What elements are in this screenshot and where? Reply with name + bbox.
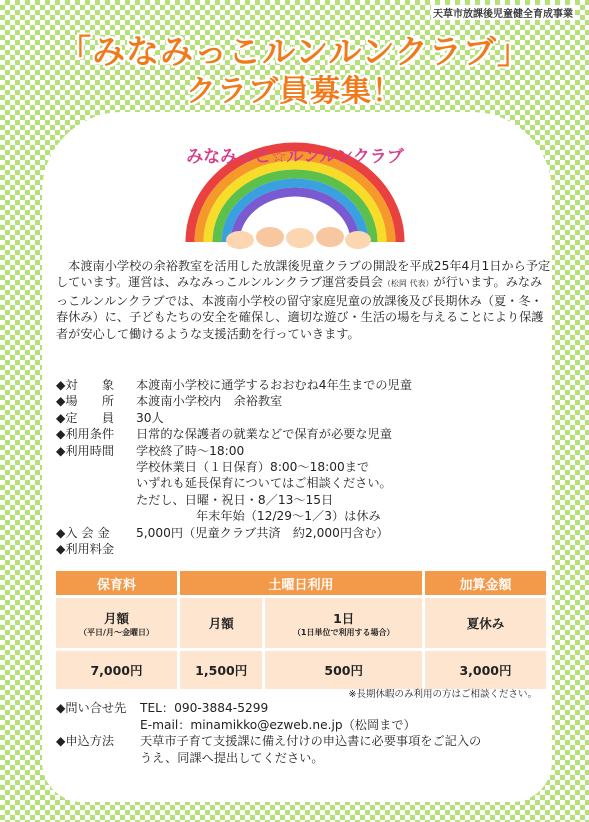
value-summer: 3,000円 [423,650,546,690]
contact-email: E-mail：minamikko@ezweb.ne.jp（松岡まで） [140,717,416,732]
cell-monthly [56,597,179,650]
fee-table [56,571,546,689]
intro-part1: 本渡南小学校の余裕教室を活用した放課後児童クラブの開設を平成25年4月1日から予定しています。運営は、みなみっこルンルンクラブ運営委員会 [56,259,551,290]
monthly-label: 月額 [103,610,129,626]
details-list [56,377,556,557]
apply-line2: うえ、同課へ提出してください。 [140,750,324,765]
value-sat-monthly: 1,500円 [179,650,264,690]
page-subtitle: クラブ員募集！ [186,74,403,109]
intro-part2: が行います。みなみっこルンルンクラブでは、本渡南小学校の留守家庭児童の放課後及び長期休み（夏・冬・春休み）に、子どもたちの安全を確保し、適切な遊び・生活の場を与えることにより保護者が安心して働けるような支援活動を行っていきます。 [56,275,544,341]
capacity-value: 30人 [136,410,164,425]
intro-small: （松岡 代表） [382,279,434,289]
cell-sat-monthly: 月額 [179,597,264,650]
intro-paragraph [56,258,552,342]
entry-fee-label: ◆入 会 金 [56,525,110,540]
usage-fee-label: ◆利用料金 [56,542,115,557]
cell-sat-day [264,597,424,650]
header-saturday: 土曜日利用 [179,571,424,597]
contact-tel: TEL：090-3884-5299 [140,701,269,715]
place-value: 本渡南小学校内 余裕教室 [136,394,283,409]
hours-line1: 学校終了時～18:00 [136,443,245,458]
fee-note: ※長期休暇のみ利用の方はご相談ください。 [348,689,537,700]
page-title: 「みなみっこルンルンクラブ」 [58,32,531,71]
contact-label: ◆問い合せ先 [56,701,127,715]
entry-fee-value: 5,000円（児童クラブ共済 約2,000円含む） [136,525,389,540]
header-hoiku: 保育料 [56,571,179,597]
value-sat-day: 500円 [264,650,424,690]
apply-line1: 天草市子育て支援課に備え付けの申込書に必要事項をご記入の [140,734,482,748]
place-label: ◆場 所 [56,394,115,409]
rainbow-logo [170,122,420,252]
monthly-sub: （平日/月～金曜日） [79,627,154,637]
condition-label: ◆利用条件 [56,427,115,442]
apply-label: ◆申込方法 [56,734,115,748]
hours-line5: 年末年始（12/29～1／3）は休み [196,509,381,524]
contact-section [56,700,556,766]
hours-line2: 学校休業日（１日保育）8:00～18:00まで [136,460,370,475]
hours-label: ◆利用時間 [56,443,115,458]
condition-value: 日常的な保護者の就業などで保育が必要な児童 [136,427,392,442]
sat-day-sub: （1日単位で利用する場合） [292,627,395,637]
hours-line3: いずれも延長保育についてはご相談ください。 [136,476,392,491]
capacity-label: ◆定 員 [56,410,115,425]
hours-line4: ただし、日曜・祝日・8／13～15日 [136,492,334,507]
logo-text: みなみっこ☆ルンルンクラブ [186,147,404,167]
target-label: ◆対 象 [56,378,115,392]
organizer-label: 天草市放課後児童健全育成事業 [431,5,575,20]
target-value: 本渡南小学校に通学するおおむね4年生までの児童 [136,378,412,392]
cell-summer: 夏休み [423,597,546,650]
header-extra: 加算金額 [423,571,546,597]
sat-day-label: 1日 [333,610,355,626]
value-monthly: 7,000円 [56,650,179,690]
